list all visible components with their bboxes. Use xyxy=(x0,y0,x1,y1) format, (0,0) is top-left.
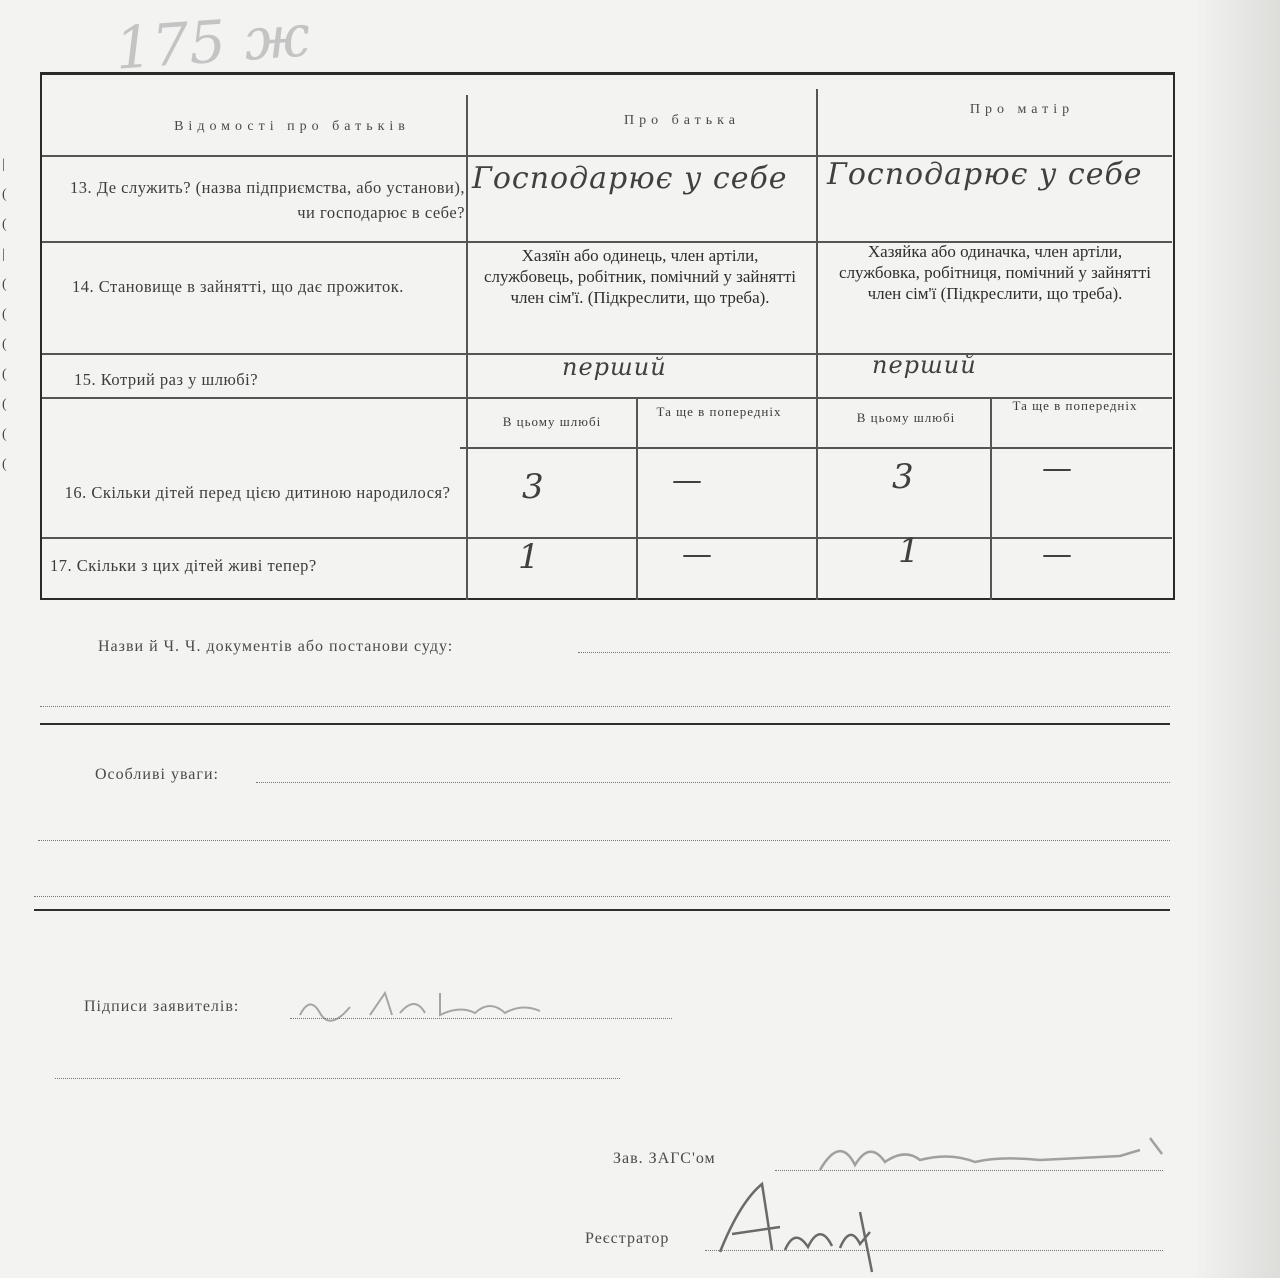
header-mother: Про матір xyxy=(969,102,1075,117)
mother-children-alive-prev: — xyxy=(1042,537,1073,572)
mother-children-alive-this: 1 xyxy=(898,531,921,571)
header-info: Відомості про батьків xyxy=(174,119,410,134)
question-13: 13. Де служить? (назва підприємства, або установи), чи господарює в себе? xyxy=(70,178,465,222)
question-16: 16. Скільки дітей перед цією дитиною народилося? xyxy=(64,483,451,502)
documents-label: Назви й Ч. Ч. документів або постанови суду: xyxy=(98,638,454,655)
father-occupation: Господарює у себе xyxy=(472,161,788,196)
registrar-label: Реєстратор xyxy=(585,1230,670,1247)
page-number: 175 ж xyxy=(112,1,313,83)
subheader-father-this: В цьому шлюбі xyxy=(502,414,602,429)
mother-marriage-count: перший xyxy=(872,351,977,379)
question-14: 14. Становище в зайнятті, що дає прожиток. xyxy=(72,277,404,296)
subheader-mother-prev: Та ще в попередніх xyxy=(1012,398,1138,413)
question-17: 17. Скільки з цих дітей живі тепер? xyxy=(50,556,317,575)
left-margin-marks: | ( ( | ( ( ( ( ( ( ( xyxy=(2,157,7,472)
question-15: 15. Котрий раз у шлюбі? xyxy=(74,370,259,389)
father-children-this: 3 xyxy=(522,467,545,507)
head-label: Зав. ЗАГС'ом xyxy=(613,1150,716,1167)
notes-label: Особливі уваги: xyxy=(95,766,219,783)
mother-children-prev: — xyxy=(1042,451,1073,486)
mother-occupation: Господарює у себе xyxy=(827,157,1143,192)
subheader-father-prev: Та ще в попередніх xyxy=(656,404,782,419)
mother-status-options: Хазяйка або одиначка, член артіли, службовка, робітниця, помічний у зайнятті член сім'ї (Підкреслити, що треба). xyxy=(839,242,1151,303)
father-children-alive-this: 1 xyxy=(518,537,541,577)
parents-info-table xyxy=(40,72,1175,600)
father-status-options: Хазяїн або одинець, член артіли, службовець, робітник, помічний у зайнятті член сім'ї. (Підкреслити, що треба). xyxy=(483,246,796,307)
father-children-alive-prev: — xyxy=(682,537,713,572)
registrar-signature xyxy=(710,1172,910,1278)
subheader-mother-this: В цьому шлюбі xyxy=(856,410,956,425)
header-father: Про батька xyxy=(624,113,740,128)
father-marriage-count: перший xyxy=(562,353,667,381)
father-children-prev: — xyxy=(672,463,703,498)
page-edge-shadow xyxy=(1190,0,1280,1278)
signatures-label: Підписи заявителів: xyxy=(84,998,240,1015)
mother-children-this: 3 xyxy=(892,457,915,497)
applicant-signature xyxy=(290,985,590,1025)
